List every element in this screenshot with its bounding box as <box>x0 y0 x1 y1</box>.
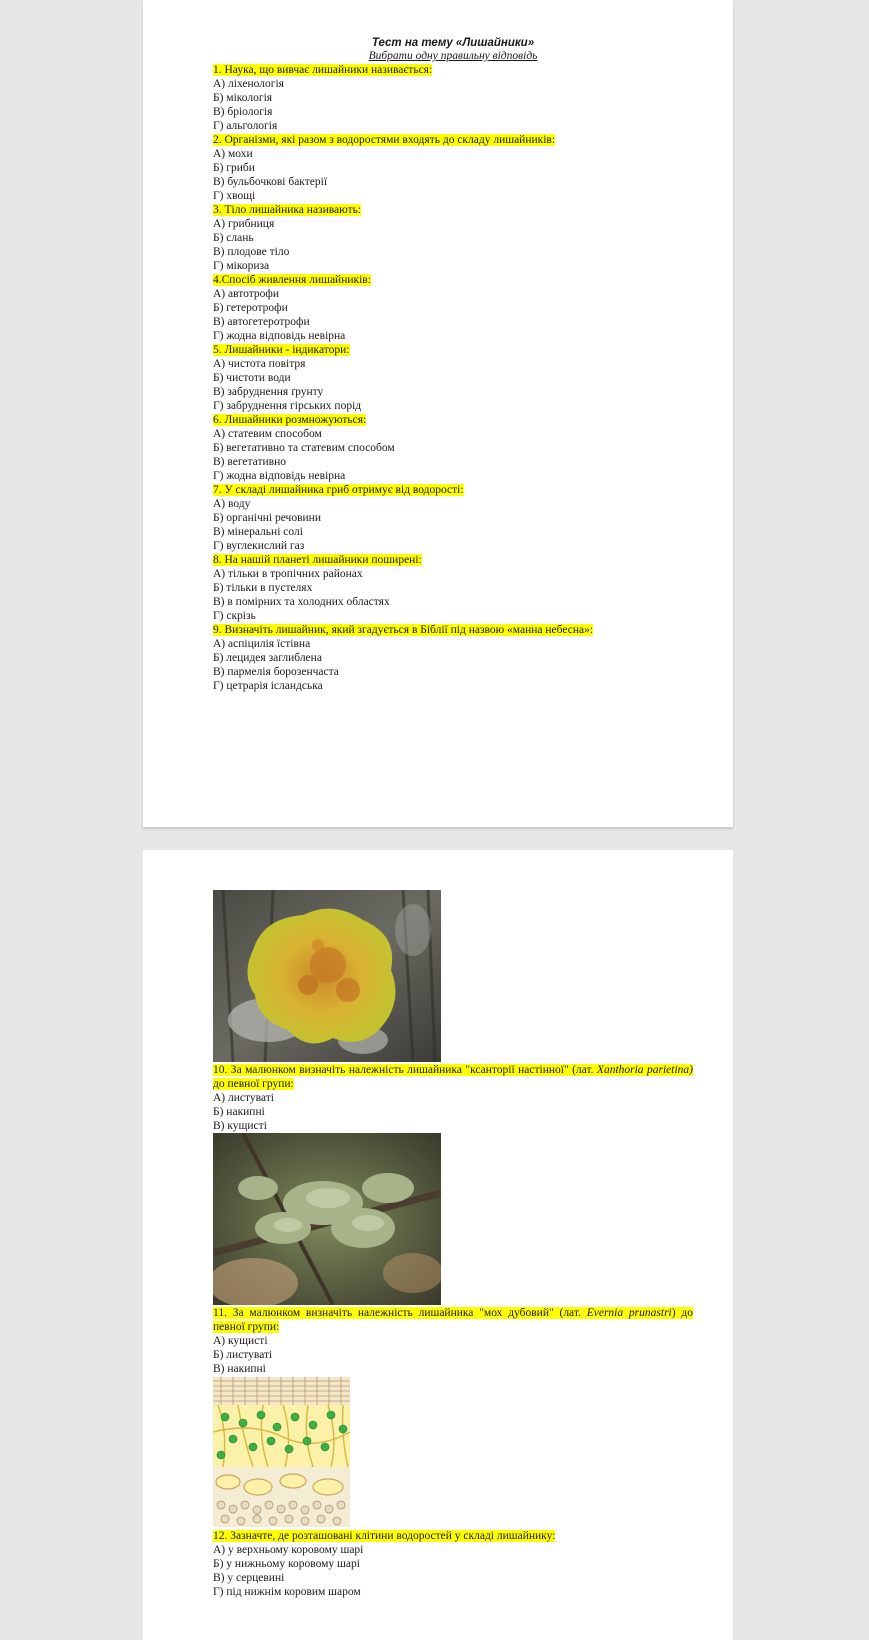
answer-option[interactable]: Г) альгологія <box>213 120 278 132</box>
answer-option[interactable]: Б) гриби <box>213 162 255 174</box>
question-4 <box>213 273 693 287</box>
question-1-text: 1. Наука, що вивчає лишайники називається: <box>213 64 433 76</box>
answer-option[interactable]: Б) вегетативно та статевим способом <box>213 442 395 454</box>
question-11 <box>213 1306 693 1334</box>
answer-option[interactable]: В) в помірних та холодних областях <box>213 596 390 608</box>
answer-option[interactable]: А) воду <box>213 498 251 510</box>
question-10-text: 10. За малюнком визначіть належність лишайника "ксанторії настінної" (лат. Xanthoria parietina) до певної групи: <box>213 1064 693 1090</box>
answer-option[interactable]: А) грибниця <box>213 218 275 230</box>
answer-option[interactable]: Б) органічні речовини <box>213 512 321 524</box>
question-3 <box>213 203 693 217</box>
answer-option[interactable]: Г) хвощі <box>213 190 256 202</box>
question-9 <box>213 623 693 637</box>
answer-option[interactable]: Б) чистоти води <box>213 372 291 384</box>
question-4-text: 4.Спосіб живлення лишайників: <box>213 274 371 286</box>
answer-option[interactable]: А) ліхенологія <box>213 78 284 90</box>
answer-option[interactable]: А) тільки в тропічних районах <box>213 568 363 580</box>
answer-option[interactable]: А) чистота повітря <box>213 358 306 370</box>
question-6 <box>213 413 693 427</box>
test-title: Тест на тему «Лишайники» <box>371 37 535 49</box>
answer-option[interactable]: Б) листуваті <box>213 1349 273 1361</box>
question-3-text: 3. Тіло лишайника називають: <box>213 204 362 216</box>
question-8-text: 8. На нашій планеті лишайники поширені: <box>213 554 422 566</box>
question-7 <box>213 483 693 497</box>
answer-option[interactable]: А) мохи <box>213 148 253 160</box>
answer-option[interactable]: А) автотрофи <box>213 288 280 300</box>
answer-option[interactable]: В) мінеральні солі <box>213 526 303 538</box>
evernia-lichen-photo <box>213 1133 441 1305</box>
answer-option[interactable]: В) пармелія борозенчаста <box>213 666 339 678</box>
question-10 <box>213 1063 693 1091</box>
answer-option[interactable]: Б) у нижньому коровому шарі <box>213 1558 360 1570</box>
question-12-answers <box>213 1543 693 1599</box>
answer-option[interactable]: А) кущисті <box>213 1335 268 1347</box>
answer-option[interactable]: Г) цетрарія ісландська <box>213 680 323 692</box>
question-1 <box>213 63 693 77</box>
question-2-text: 2. Організми, які разом з водоростями входять до складу лишайників: <box>213 134 556 146</box>
question-5-text: 5. Лишайники - індикатори: <box>213 344 350 356</box>
document-page-2 <box>143 850 733 1640</box>
answer-option[interactable]: Г) скрізь <box>213 610 256 622</box>
question-12 <box>213 1529 693 1543</box>
answer-option[interactable]: В) вегетативно <box>213 456 286 468</box>
question-5 <box>213 343 693 357</box>
answer-option[interactable]: В) накипні <box>213 1363 266 1375</box>
answer-option[interactable]: Б) гетеротрофи <box>213 302 288 314</box>
answer-option[interactable]: А) аспіцилія їстівна <box>213 638 311 650</box>
answer-option[interactable]: В) бріологія <box>213 106 273 118</box>
document-page-1 <box>143 0 733 827</box>
question-6-text: 6. Лишайники розмножуються: <box>213 414 367 426</box>
test-subtitle: Вибрати одну правильну відповідь <box>368 50 538 62</box>
page-1-content <box>213 36 693 693</box>
answer-option[interactable]: Б) мікологія <box>213 92 273 104</box>
lichen-cross-section-diagram <box>213 1377 350 1527</box>
xanthoria-lichen-photo <box>213 890 441 1062</box>
answer-option[interactable]: Г) мікориза <box>213 260 270 272</box>
question-list <box>213 63 693 693</box>
question-8 <box>213 553 693 567</box>
answer-option[interactable]: Г) жодна відповідь невірна <box>213 330 346 342</box>
answer-option[interactable]: В) у серцевині <box>213 1572 285 1584</box>
question-2 <box>213 133 693 147</box>
answer-option[interactable]: Б) тільки в пустелях <box>213 582 313 594</box>
answer-option[interactable]: Г) жодна відповідь невірна <box>213 470 346 482</box>
question-11-text: 11. За малюнком визначіть належність лишайника "мох дубовий" (лат. Evernia prunastri) до певної групи: <box>213 1307 693 1333</box>
question-10-answers <box>213 1091 693 1133</box>
answer-option[interactable]: Г) під нижнім коровим шаром <box>213 1586 361 1598</box>
answer-option[interactable]: В) автогетеротрофи <box>213 316 310 328</box>
answer-option[interactable]: Б) накипні <box>213 1106 265 1118</box>
answer-option[interactable]: А) листуваті <box>213 1092 274 1104</box>
answer-option[interactable]: В) забруднення ґрунту <box>213 386 324 398</box>
question-9-text: 9. Визначіть лишайник, який згадується в Біблії під назвою «манна небесна»: <box>213 624 594 636</box>
question-12-text: 12. Зазначте, де розташовані клітини водоростей у складі лишайнику: <box>213 1530 556 1542</box>
question-7-text: 7. У складі лишайника гриб отримує від водорості: <box>213 484 464 496</box>
answer-option[interactable]: В) плодове тіло <box>213 246 290 258</box>
answer-option[interactable]: Б) лецидея заглиблена <box>213 652 322 664</box>
question-11-answers <box>213 1334 693 1376</box>
answer-option[interactable]: Г) вуглекислий газ <box>213 540 305 552</box>
answer-option[interactable]: В) кущисті <box>213 1120 267 1132</box>
answer-option[interactable]: Г) забруднення гірських порід <box>213 400 362 412</box>
page-2-content <box>213 890 693 1599</box>
answer-option[interactable]: А) статевим способом <box>213 428 322 440</box>
answer-option[interactable]: А) у верхньому коровому шарі <box>213 1544 364 1556</box>
answer-option[interactable]: В) бульбочкові бактерії <box>213 176 328 188</box>
answer-option[interactable]: Б) слань <box>213 232 254 244</box>
